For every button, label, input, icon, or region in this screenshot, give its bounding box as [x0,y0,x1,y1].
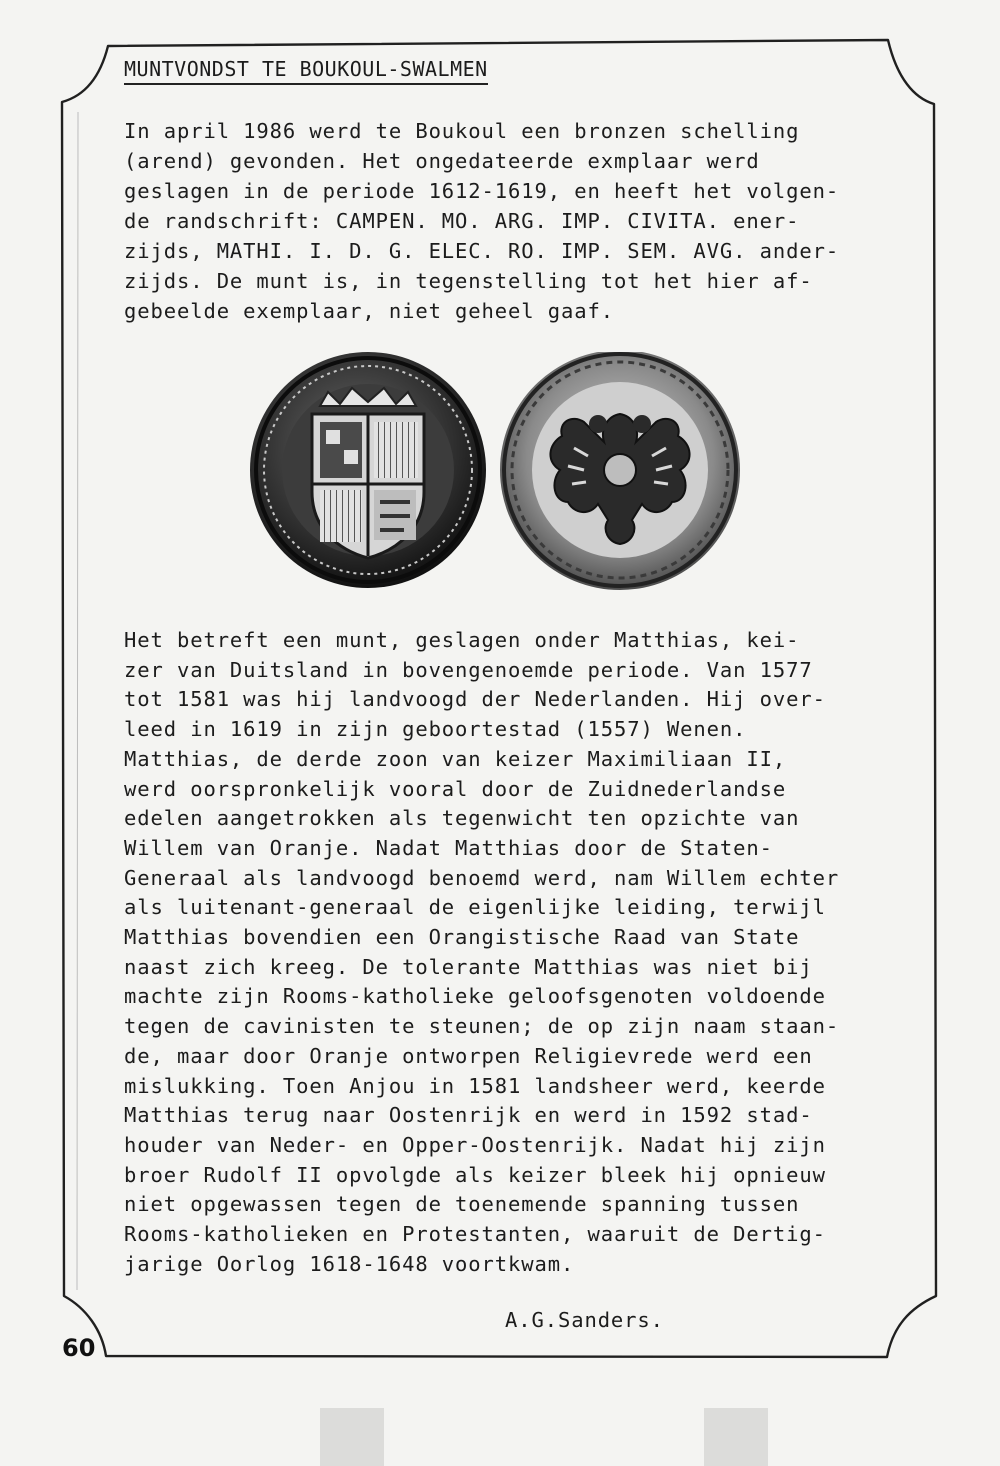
double-headed-eagle-coin-icon [500,352,740,590]
page-number: 60 [62,1334,96,1362]
coat-of-arms-coin-icon [250,352,486,588]
text-line: tot 1581 was hij landvoogd der Nederlanden. Hij over- [124,687,826,712]
text-line: leed in 1619 in zijn geboortestad (1557) Wenen. [124,717,747,742]
text-line: naast zich kreeg. De tolerante Matthias was niet bij [124,954,813,979]
intro-paragraph [124,116,839,326]
text-line: mislukking. Toen Anjou in 1581 landsheer werd, keerde [124,1073,826,1098]
text-line: zijds, MATHI. I. D. G. ELEC. RO. IMP. SEM. AVG. ander- [124,239,840,263]
text-line: Matthias terug naar Oostenrijk en werd in 1592 stad- [124,1103,813,1128]
text-line: Rooms-katholieken en Protestanten, waaruit de Dertig- [124,1222,826,1247]
text-line: niet opgewassen tegen de toenemende spanning tussen [124,1192,800,1217]
text-line: de, maar door Oranje ontworpen Religievrede werd een [124,1043,813,1068]
text-line: In april 1986 werd te Boukoul een bronzen schelling [124,119,800,143]
text-line: Generaal als landvoogd benoemd werd, nam Willem echter [124,865,840,890]
text-line: zer van Duitsland in bovengenoemde periode. Van 1577 [124,657,813,682]
text-line: Matthias bovendien een Orangistische Raad van State [124,925,800,950]
body-paragraph [124,626,839,1279]
scan-mark [320,1408,384,1466]
text-line: machte zijn Rooms-katholieke geloofsgenoten voldoende [124,984,826,1009]
scan-mark [704,1408,768,1466]
text-line: de randschrift: CAMPEN. MO. ARG. IMP. CIVITA. ener- [124,209,800,233]
text-line: broer Rudolf II opvolgde als keizer bleek hij opnieuw [124,1162,826,1187]
text-line: werd oorspronkelijk vooral door de Zuidnederlandse [124,776,787,801]
text-line: geslagen in de periode 1612-1619, en heeft het volgen- [124,179,840,203]
text-line: zijds. De munt is, in tegenstelling tot het hier af- [124,269,813,293]
text-line: (arend) gevonden. Het ongedateerde exmplaar werd [124,149,760,173]
text-line: Het betreft een munt, geslagen onder Matthias, kei- [124,628,800,652]
text-line: edelen aangetrokken als tegenwicht ten opzichte van [124,806,800,831]
text-line: gebeelde exemplaar, niet geheel gaaf. [124,299,614,323]
text-line: houder van Neder- en Opper-Oostenrijk. Nadat hij zijn [124,1132,826,1157]
article-title: MUNTVONDST TE BOUKOUL-SWALMEN [124,57,488,85]
text-line: jarige Oorlog 1618-1648 voortkwam. [124,1251,575,1276]
text-line: tegen de cavinisten te steunen; de op zijn naam staan- [124,1014,840,1039]
text-line: Matthias, de derde zoon van keizer Maximiliaan II, [124,746,787,771]
text-line: Willem van Oranje. Nadat Matthias door de Staten- [124,835,773,860]
text-line: als luitenant-generaal de eigenlijke leiding, terwijl [124,895,826,920]
author-signature: A.G.Sanders. [505,1308,664,1332]
coin-photograph [228,352,750,592]
